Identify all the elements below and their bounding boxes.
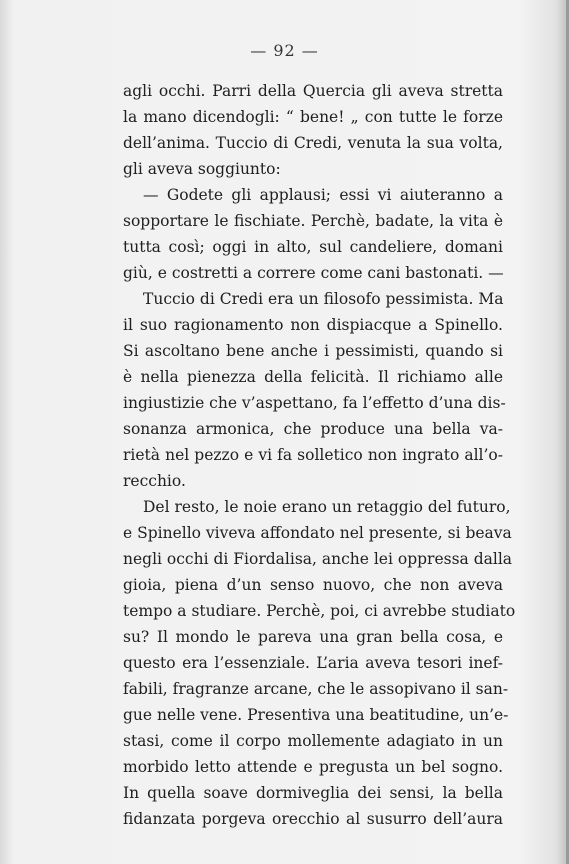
page-number: — 92 — (250, 41, 319, 60)
text-line: sonanza armonica, che produce una bella va- (123, 420, 503, 438)
text-line: Tuccio di Credi era un filosofo pessimista. Ma (143, 290, 504, 308)
text-line: giù, e costretti a correre come cani bastonati. — (123, 264, 504, 282)
text-line: Si ascoltano bene anche i pessimisti, quando si (123, 342, 503, 360)
text-line: è nella pienezza della felicità. Il richiamo alle (123, 368, 503, 386)
text-line: rietà nel pezzo e vi fa solletico non ingrato all’o- (123, 446, 503, 464)
text-line: gli aveva soggiunto: (123, 160, 281, 178)
text-line: negli occhi di Fiordalisa, anche lei oppressa dalla (123, 550, 513, 568)
text-line: Del resto, le noie erano un retaggio del futuro, (143, 498, 511, 516)
text-line: tutta così; oggi in alto, sul candeliere, domani (123, 238, 503, 256)
text-line: ingiustizie che v’aspettano, fa l’effetto d’una dis- (123, 394, 506, 412)
text-line: fidanzata porgeva orecchio al susurro dell’aura (123, 810, 503, 828)
text-line: gioia, piena d’un senso nuovo, che non aveva (123, 576, 503, 594)
text-line: recchio. (123, 472, 186, 490)
text-line: tempo a studiare. Perchè, poi, ci avrebbe studiato (123, 602, 516, 620)
text-line: agli occhi. Parri della Quercia gli aveva stretta (123, 82, 503, 100)
text-line: il suo ragionamento non dispiacque a Spinello. (123, 316, 503, 334)
text-line: questo era l’essenziale. L’aria aveva tesori inef- (123, 654, 503, 672)
text-line: fabili, fragranze arcane, che le assopivano il san- (123, 680, 509, 698)
text-line: la mano dicendogli: “ bene! „ con tutte le forze (123, 108, 503, 126)
text-line: dell’anima. Tuccio di Credi, venuta la sua volta, (123, 134, 503, 152)
text-line: In quella soave dormiveglia dei sensi, la bella (123, 784, 503, 802)
text-line: e Spinello viveva affondato nel presente, si beava (123, 524, 512, 542)
text-line: sopportare le fischiate. Perchè, badate, la vita è (123, 212, 503, 230)
text-line: morbido letto attende e pregusta un bel sogno. (123, 758, 503, 776)
text-line: su? Il mondo le pareva una gran bella cosa, e (123, 628, 503, 646)
body-text (123, 78, 516, 832)
text-line: stasi, come il corpo mollemente adagiato in un (123, 732, 503, 750)
text-line: — Godete gli applausi; essi vi aiuteranno a (143, 186, 503, 204)
text-line: gue nelle vene. Presentiva una beatitudine, un’e- (123, 706, 509, 724)
